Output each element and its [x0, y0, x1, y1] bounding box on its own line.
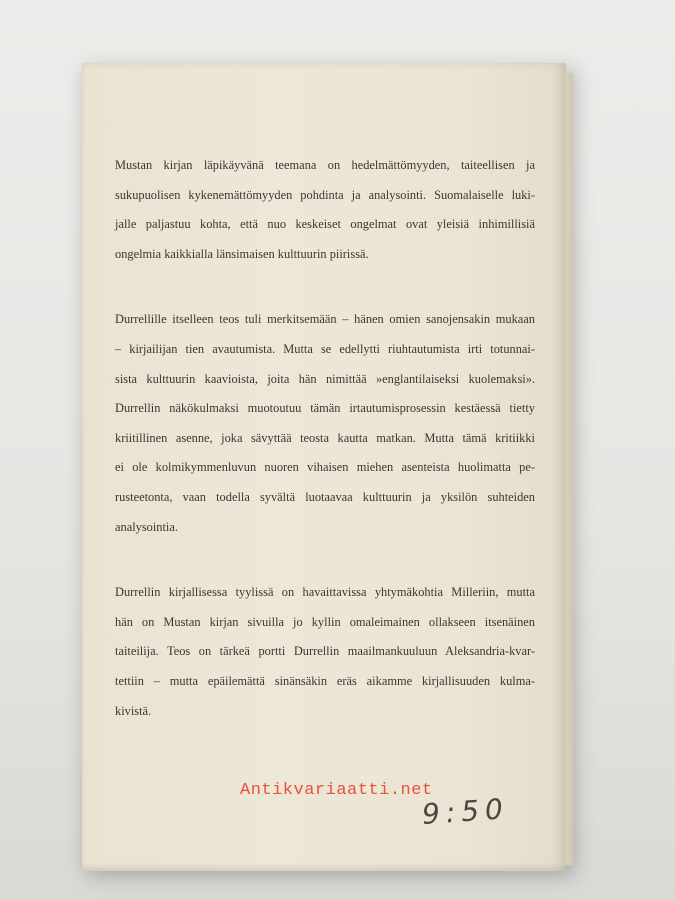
text-line: ei ole kolmikymmenluvun nuoren vihaisen miehen asenteista huolimatta pe- — [115, 460, 535, 475]
paragraph-3 — [115, 578, 535, 726]
text-line: Durrellin kirjallisessa tyylissä on havaittavissa yhtymäkohtia Milleriin, mutta — [115, 585, 535, 600]
text-line: tettiin – mutta epäilemättä sinänsäkin eräs aikamme kirjallisuuden kulma- — [115, 673, 535, 688]
text-line: taiteilija. Teos on tärkeä portti Durrellin maailmankuuluun Aleksandria-kvar- — [115, 644, 535, 659]
text-line: analysointia. — [115, 519, 178, 534]
paragraph-1 — [115, 151, 535, 269]
text-line: Durrellin näkökulmaksi muotoutuu tämän irtautumisprosessin kestäessä tietty — [115, 401, 535, 416]
text-line: sukupuolisen kykenemättömyyden pohdinta ja analysointi. Suomalaiselle luki- — [115, 187, 535, 202]
watermark: Antikvariaatti.net — [240, 781, 433, 800]
text-line: sista kulttuurin kaavioista, joita hän nimittää »englantilaiseksi kuolemaksi». — [115, 371, 535, 386]
text-line: Mustan kirjan läpikäyvänä teemana on hedelmättömyyden, taiteellisen ja — [115, 158, 535, 172]
text-line: jalle paljastuu kohta, että nuo keskeiset ongelmat ovat yleisiä inhimillisiä — [115, 217, 535, 232]
book-back-cover — [82, 63, 566, 871]
text-line: kivistä. — [115, 703, 152, 718]
text-line: – kirjailijan tien avautumista. Mutta se edellytti riuhtautumista irti totunnai- — [115, 341, 535, 356]
blurb-text — [115, 151, 535, 762]
text-line: kriitillinen asenne, joka sävyttää teosta kautta matkan. Mutta tämä kritiikki — [115, 430, 535, 445]
handwritten-price: 9:50 — [420, 792, 510, 831]
text-line: hän on Mustan kirjan sivuilla jo kyllin omaleimainen ollakseen itsenäinen — [115, 614, 535, 629]
text-line: ongelmia kaikkialla länsimaisen kulttuurin piirissä. — [115, 246, 369, 261]
text-line: rusteetonta, vaan todella syvältä luotaavaa kulttuurin ja yksilön suhteiden — [115, 489, 535, 504]
text-line: Durrellille itselleen teos tuli merkitsemään – hänen omien sanojensakin mukaan — [115, 312, 535, 327]
page-edge — [565, 73, 573, 865]
paragraph-2 — [115, 305, 535, 542]
